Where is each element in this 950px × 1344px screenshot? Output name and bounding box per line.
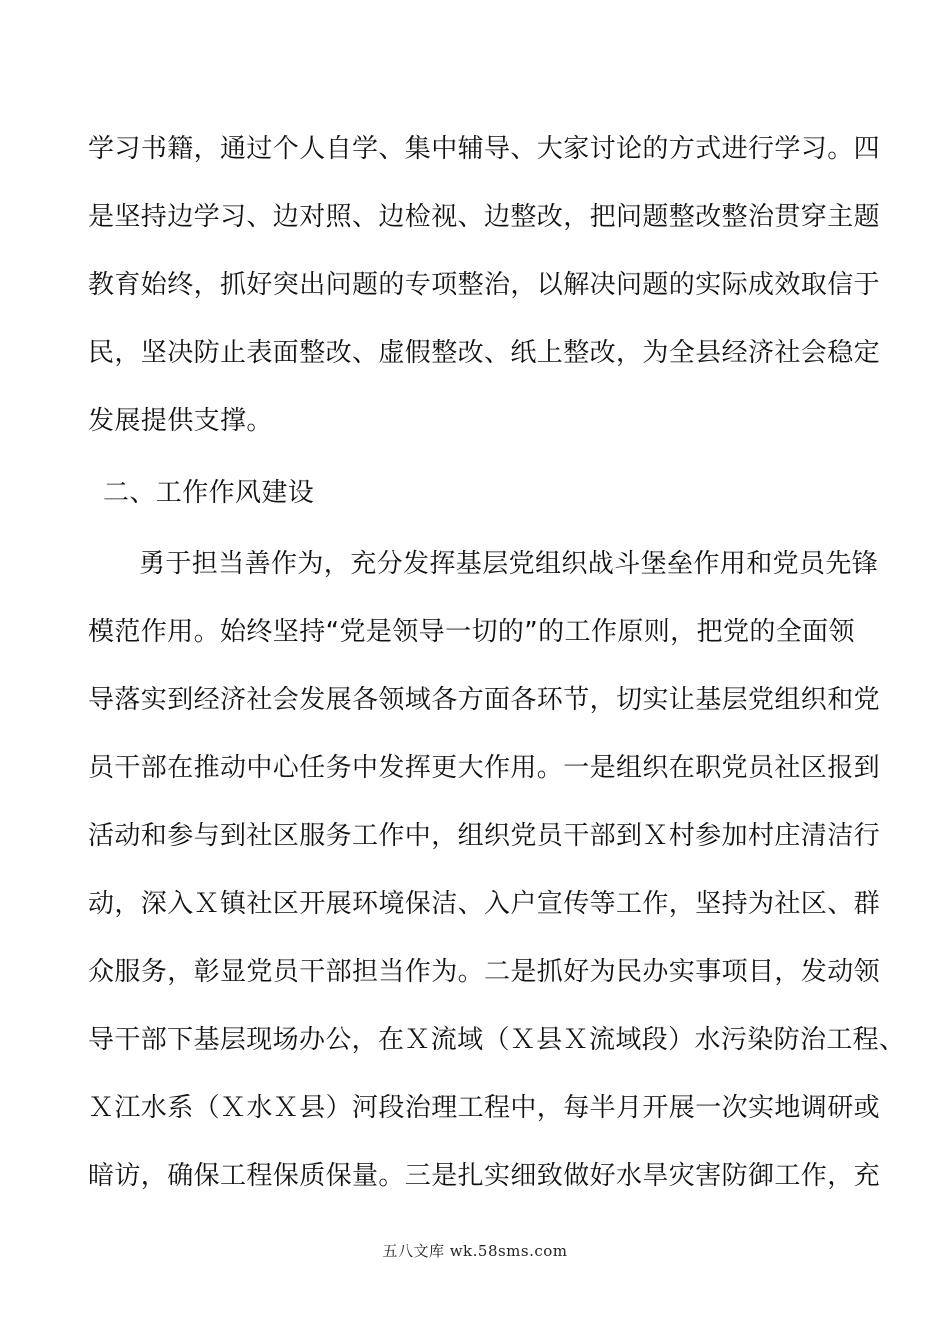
body-line-5: 发展提供支撑。 <box>88 406 273 436</box>
body-line-3: 教育始终，抓好突出问题的专项整治，以解决问题的实际成效取信于 <box>88 270 881 300</box>
section-line-2: 模范作用。始终坚持“党是领导一切的”的工作原则，把党的全面领 <box>88 617 855 647</box>
body-line-4: 民，坚决防止表面整改、虚假整改、纸上整改，为全县经济社会稳定 <box>88 338 881 368</box>
section-line-8: 导干部下基层现场办公，在Ｘ流域（Ｘ县Ｘ流域段）水污染防治工程、 <box>88 1025 906 1055</box>
section-line-10: 暗访，确保工程保质保量。三是扎实细致做好水旱灾害防御工作，充 <box>88 1161 881 1191</box>
section-line-6: 动，深入Ｘ镇社区开展环境保洁、入户宣传等工作，坚持为社区、群 <box>88 889 881 919</box>
body-line-2: 是坚持边学习、边对照、边检视、边整改，把问题整改整治贯穿主题 <box>88 202 881 232</box>
section-line-3: 导落实到经济社会发展各领域各方面各环节，切实让基层党组织和党 <box>88 685 881 715</box>
body-line-1: 学习书籍，通过个人自学、集中辅导、大家讨论的方式进行学习。四 <box>88 134 881 164</box>
footer-watermark: 五八文库 wk.58sms.com <box>382 1242 568 1260</box>
section-line-1: 勇于担当善作为，充分发挥基层党组织战斗堡垒作用和党员先锋 <box>139 549 879 579</box>
section-line-9: Ｘ江水系（Ｘ水Ｘ县）河段治理工程中，每半月开展一次实地调研或 <box>88 1093 881 1123</box>
section-line-5: 活动和参与到社区服务工作中，组织党员干部到Ｘ村参加村庄清洁行 <box>88 821 881 851</box>
section-heading: 二、工作作风建设 <box>103 478 315 508</box>
section-line-4: 员干部在推动中心任务中发挥更大作用。一是组织在职党员社区报到 <box>88 753 881 783</box>
section-line-7: 众服务，彰显党员干部担当作为。二是抓好为民办实事项目，发动领 <box>88 957 881 987</box>
